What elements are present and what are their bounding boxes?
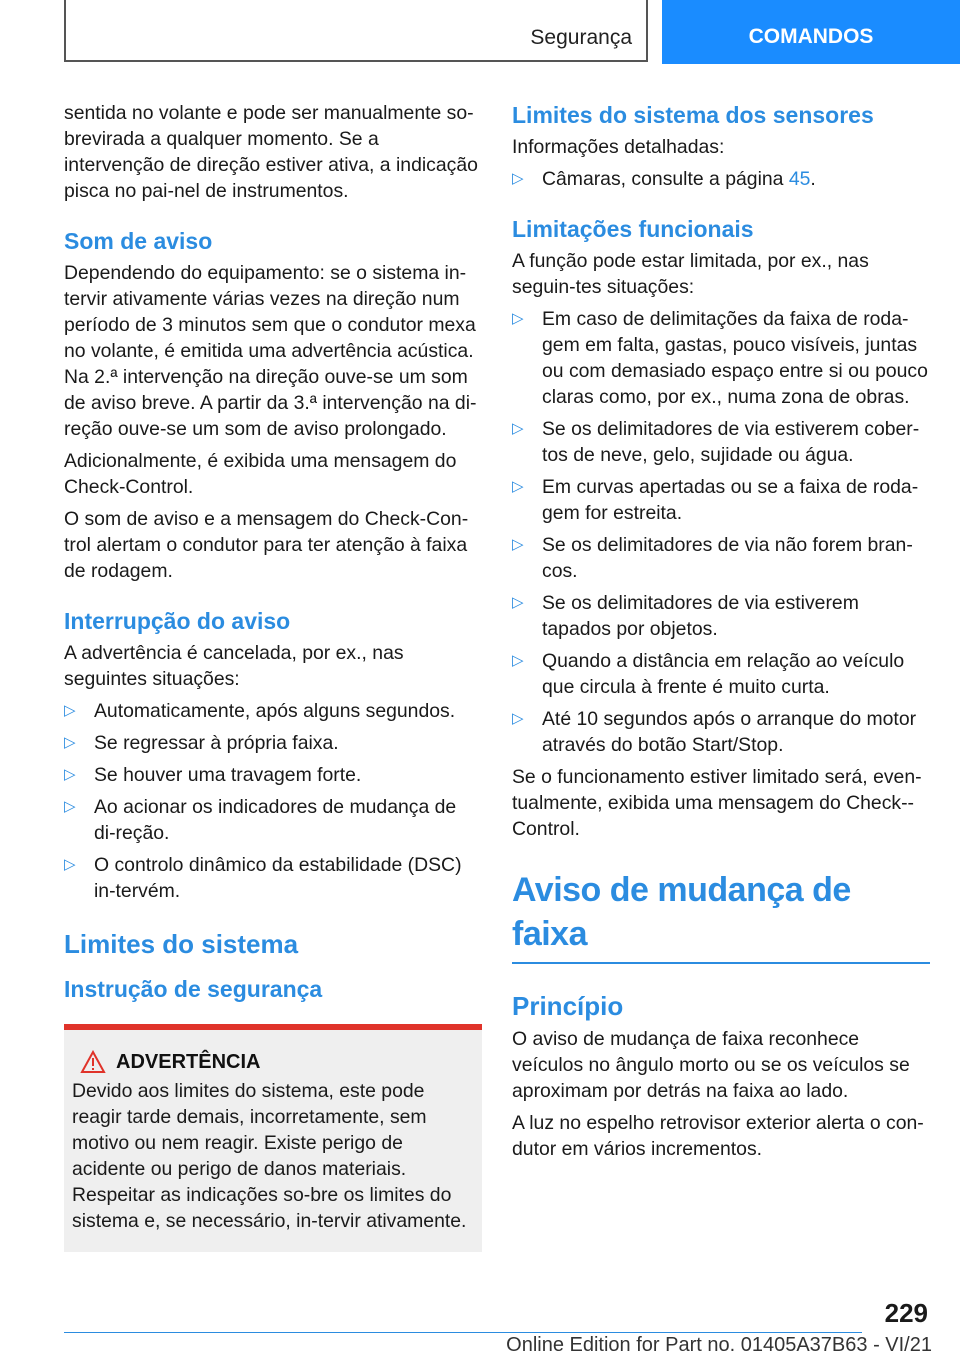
warning-text: Devido aos limites do sistema, este pode reagir tarde demais, incorretamente, sem motivo ou nem reagir. Existe perigo de acidente ou perigo de danos materiais. Respeitar as indicações so-bre os limites do sistema e, se necessário, in-tervir ativamente. <box>72 1080 467 1232</box>
triangle-bullet-icon: ▷ <box>512 710 524 727</box>
list-item: ▷ Em caso de delimitações da faixa de roda-gem em falta, gastas, pouco visíveis, juntas ou com demasiado espaço entre si ou pouco claras como, por ex., numa zona de obras. <box>512 308 928 408</box>
warning-triangle-icon <box>80 1050 106 1074</box>
limitacoes-intro: A função pode estar limitada, por ex., nas seguin-tes situações: <box>512 250 869 298</box>
list-item: ▷ Se regressar à própria faixa. <box>64 732 339 754</box>
principio-paragraph-1: O aviso de mudança de faixa reconhece veículos no ângulo morto ou se os veículos se aproximam por detrás na faixa ao lado. <box>512 1028 910 1102</box>
triangle-bullet-icon: ▷ <box>512 170 524 187</box>
header-section-title: Segurança <box>530 26 632 49</box>
triangle-bullet-icon: ▷ <box>512 478 524 495</box>
left-column <box>64 100 482 1252</box>
warning-box <box>64 1024 482 1252</box>
triangle-bullet-icon: ▷ <box>64 734 76 751</box>
list-item: ▷ Se os delimitadores de via estiverem cober-tos de neve, gelo, sujidade ou água. <box>512 418 920 466</box>
triangle-bullet-icon: ▷ <box>64 856 76 873</box>
interrupcao-intro: A advertência é cancelada, por ex., nas seguintes situações: <box>64 642 404 690</box>
page-link-45[interactable]: 45 <box>788 168 811 190</box>
header-frame <box>64 0 648 62</box>
page-number: 229 <box>884 1298 928 1328</box>
limitacoes-heading: Limitações funcionais <box>512 216 754 242</box>
list-item: ▷ Se houver uma travagem forte. <box>64 764 362 786</box>
right-column <box>512 100 930 1168</box>
som-paragraph-3: O som de aviso e a mensagem do Check-Con-trol alertam o condutor para ter atenção à faixa de rodagem. <box>64 508 469 582</box>
list-item: ▷ Em curvas apertadas ou se a faixa de roda-gem for estreita. <box>512 476 919 524</box>
triangle-bullet-icon: ▷ <box>64 798 76 815</box>
instrucao-heading: Instrução de segurança <box>64 976 323 1002</box>
som-paragraph-1: Dependendo do equipamento: se o sistema in-tervir ativamente várias vezes na direção num período de 3 minutos sem que o condutor mexa no volante, é emitida uma advertência acústica. Na 2.ª intervenção na direção ouve-se um som de aviso breve. A partir da 3.ª intervenção na di-reção ouve-se um som de aviso prolongado. <box>64 262 477 440</box>
list-item: ▷ Se os delimitadores de via não forem bran-cos. <box>512 534 913 582</box>
intro-paragraph: sentida no volante e pode ser manualmente so-brevirada a qualquer momento. Se a intervenção de direção estiver ativa, a indicação pisca no pai-nel de instrumentos. <box>64 102 478 202</box>
limites-heading: Limites do sistema <box>64 929 299 959</box>
warning-title <box>80 1050 474 1074</box>
footer-edition: Online Edition for Part no. 01405A37B63 - VI/21 <box>506 1334 932 1356</box>
triangle-bullet-icon: ▷ <box>512 536 524 553</box>
triangle-bullet-icon: ▷ <box>64 702 76 719</box>
som-de-aviso-heading: Som de aviso <box>64 228 213 254</box>
footer-divider <box>64 1332 862 1333</box>
limitacoes-list <box>512 306 930 758</box>
sensores-list <box>512 166 930 192</box>
triangle-bullet-icon: ▷ <box>512 310 524 327</box>
list-item: ▷ O controlo dinâmico da estabilidade (DSC) in-tervém. <box>64 854 462 902</box>
list-item: ▷ Ao acionar os indicadores de mudança de di-reção. <box>64 796 457 844</box>
list-item: ▷ Câmaras, consulte a página 45. <box>512 168 816 190</box>
limitacoes-outro: Se o funcionamento estiver limitado será, even-tualmente, exibida uma mensagem do Check--Control. <box>512 766 922 840</box>
list-item: ▷ Se os delimitadores de via estiverem tapados por objetos. <box>512 592 859 640</box>
triangle-bullet-icon: ▷ <box>512 594 524 611</box>
triangle-bullet-icon: ▷ <box>512 652 524 669</box>
som-paragraph-2: Adicionalmente, é exibida uma mensagem do Check-Control. <box>64 450 457 498</box>
interrupcao-list <box>64 698 482 904</box>
list-item: ▷ Até 10 segundos após o arranque do motor através do botão Start/Stop. <box>512 708 917 756</box>
triangle-bullet-icon: ▷ <box>512 420 524 437</box>
header-chapter-tab[interactable]: COMANDOS <box>662 0 960 64</box>
list-item: ▷ Quando a distância em relação ao veículo que circula à frente é muito curta. <box>512 650 905 698</box>
list-item: ▷ Automaticamente, após alguns segundos. <box>64 700 456 722</box>
sensores-heading: Limites do sistema dos sensores <box>512 102 874 128</box>
triangle-bullet-icon: ▷ <box>64 766 76 783</box>
interrupcao-heading: Interrupção do aviso <box>64 608 291 634</box>
principio-heading: Princípio <box>512 991 624 1021</box>
warning-label: ADVERTÊNCIA <box>116 1050 261 1073</box>
principio-paragraph-2: A luz no espelho retrovisor exterior alerta o con-dutor em vários incrementos. <box>512 1112 924 1160</box>
sensores-intro: Informações detalhadas: <box>512 136 725 158</box>
aviso-mudanca-faixa-heading: Aviso de mudança de faixa <box>512 868 930 964</box>
